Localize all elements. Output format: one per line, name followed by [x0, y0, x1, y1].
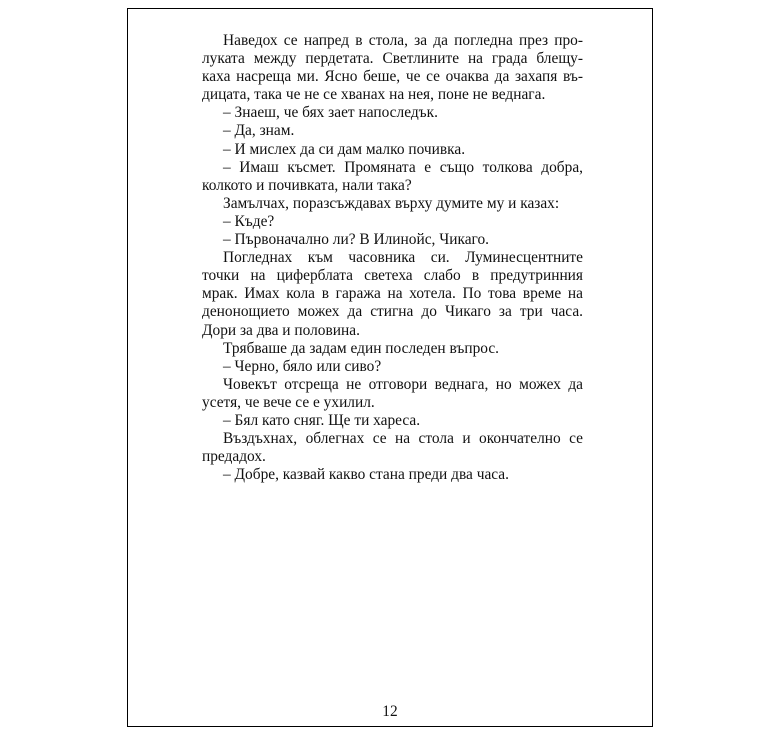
text-line: Въздъхнах, облегнах се на стола и окончателно се [223, 430, 583, 448]
text-line: – Да, знам. [223, 122, 295, 140]
text-line: – Добре, казвай какво стана преди два часа. [223, 466, 509, 484]
book-page [127, 8, 653, 727]
text-line: – Черно, бяло или сиво? [223, 357, 382, 375]
text-line: – Първоначално ли? В Илинойс, Чикаго. [223, 231, 490, 249]
text-line: Дори за два и половина. [202, 321, 360, 339]
text-line: денонощието можех да стигна до Чикаго за три часа. [202, 303, 583, 321]
text-line: Трябваше да задам един последен въпрос. [223, 339, 500, 357]
text-line: Човекът отсреща не отговори веднага, но можех да [223, 375, 583, 393]
text-line: Наведох се напред в стола, за да погледна през про- [223, 32, 583, 49]
text-line: дицата, така че не се хванах на нея, поне не веднага. [202, 86, 546, 104]
text-line: Погледнах към часовника си. Луминесцентните [223, 249, 583, 267]
text-line: каха насреща ми. Ясно беше, че се очаква да захапя въ- [202, 68, 583, 86]
text-line: – Бял като сняг. Ще ти хареса. [223, 411, 421, 429]
page-number: 12 [382, 703, 398, 720]
text-line: предадох. [202, 448, 266, 466]
text-line: луката между пердетата. Светлините на града блещу- [202, 50, 583, 68]
text-line: усетя, че вече се е ухилил. [202, 393, 375, 411]
text-line: точки на циферблата светеха слабо в предутринния [202, 267, 583, 285]
text-line: колкото и почивката, нали така? [202, 176, 412, 194]
text-line: Замълчах, поразсъждавах върху думите му и казах: [223, 194, 560, 212]
text-line: – Имаш късмет. Промяната е също толкова добра, [223, 158, 583, 176]
text-line: – Къде? [223, 212, 275, 230]
text-line: – Знаеш, че бях зает напоследък. [223, 104, 438, 122]
text-line: – И мислех да си дам малко почивка. [223, 140, 466, 158]
text-line: мрак. Имах кола в гаража на хотела. По това време на [202, 285, 583, 303]
page-text [202, 32, 583, 484]
